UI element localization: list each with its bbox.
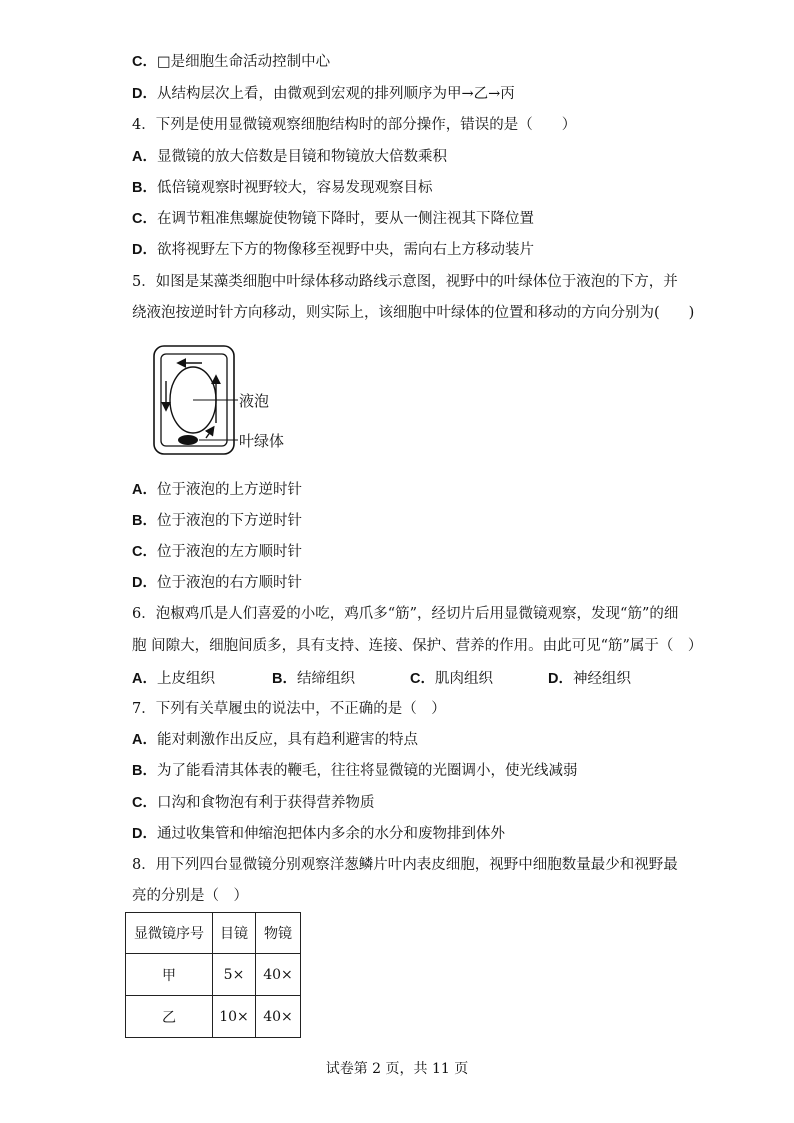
q5-option-a: A．位于液泡的上方逆时针 xyxy=(132,482,302,498)
arrow-bottom-right xyxy=(206,428,213,438)
q4-option-c: C．在调节粗准焦螺旋使物镜下降时，要从一侧注视其下降位置 xyxy=(132,211,534,227)
q5-option-d: D．位于液泡的右方顺时针 xyxy=(132,575,302,591)
q4-stem: 4．下列是使用显微镜观察细胞结构时的部分操作，错误的是（ ） xyxy=(132,117,577,133)
chloroplast-diagram xyxy=(150,343,300,461)
label-chloroplast: 叶绿体 xyxy=(239,432,285,450)
q6-option-a: A．上皮组织 xyxy=(132,671,215,687)
table-row xyxy=(126,954,301,996)
q6-option-c: C．肌肉组织 xyxy=(410,671,493,687)
q5-stem-line1: 5．如图是某藻类细胞中叶绿体移动路线示意图，视野中的叶绿体位于液泡的下方，并 xyxy=(132,274,678,290)
q6-options xyxy=(132,667,652,687)
table-cell: 乙 xyxy=(126,996,213,1038)
q6-stem-line2: 胞 间隙大，细胞间质多，具有支持、连接、保护、营养的作用。由此可见“筋”属于（ ） xyxy=(132,638,703,654)
table-row xyxy=(126,996,301,1038)
table-cell: 10× xyxy=(213,996,256,1038)
q5-option-b: B．位于液泡的下方逆时针 xyxy=(132,513,302,529)
q7-option-d: D．通过收集管和伸缩泡把体内多余的水分和废物排到体外 xyxy=(132,826,505,842)
chloroplast-shape xyxy=(178,435,198,445)
q5-option-c: C．位于液泡的左方顺时针 xyxy=(132,544,302,560)
q6-option-d: D．神经组织 xyxy=(548,671,631,687)
q4-option-b: B．低倍镜观察时视野较大，容易发现观察目标 xyxy=(132,180,433,196)
q7-stem: 7．下列有关草履虫的说法中，不正确的是（ ） xyxy=(132,701,446,717)
table-cell: 40× xyxy=(256,996,301,1038)
q7-option-c: C．口沟和食物泡有利于获得营养物质 xyxy=(132,795,375,811)
q3-option-d: D．从结构层次上看，由微观到宏观的排列顺序为甲→乙→丙 xyxy=(132,86,515,102)
q8-stem-line1: 8．用下列四台显微镜分别观察洋葱鳞片叶内表皮细胞，视野中细胞数量最少和视野最 xyxy=(132,857,678,873)
table-header-row xyxy=(126,913,301,954)
q4-option-d: D．欲将视野左下方的物像移至视野中央，需向右上方移动装片 xyxy=(132,242,534,258)
q6-option-b: B．结缔组织 xyxy=(272,671,355,687)
label-vacuole: 液泡 xyxy=(239,392,270,410)
table-cell: 40× xyxy=(256,954,301,996)
table-header: 目镜 xyxy=(213,913,256,954)
table-cell: 甲 xyxy=(126,954,213,996)
page-footer: 试卷第 2 页，共 11 页 xyxy=(325,1061,469,1077)
q6-stem-line1: 6．泡椒鸡爪是人们喜爱的小吃，鸡爪多“筋”，经切片后用显微镜观察，发现“筋”的细 xyxy=(132,606,679,622)
q7-option-a: A．能对刺激作出反应，具有趋利避害的特点 xyxy=(132,732,418,748)
q7-option-b: B．为了能看清其体表的鞭毛，往往将显微镜的光圈调小，使光线减弱 xyxy=(132,763,578,779)
q8-stem-line2: 亮的分别是（ ） xyxy=(132,888,248,904)
q3-option-c: C．□是细胞生命活动控制中心 xyxy=(132,54,331,70)
microscope-table xyxy=(125,912,301,1038)
table-cell: 5× xyxy=(213,954,256,996)
cell-diagram-svg xyxy=(150,343,300,461)
table-header: 显微镜序号 xyxy=(126,913,213,954)
q4-option-a: A．显微镜的放大倍数是目镜和物镜放大倍数乘积 xyxy=(132,149,447,165)
table-header: 物镜 xyxy=(256,913,301,954)
q5-stem-line2: 绕液泡按逆时针方向移动，则实际上，该细胞中叶绿体的位置和移动的方向分别为( ) xyxy=(132,305,695,321)
